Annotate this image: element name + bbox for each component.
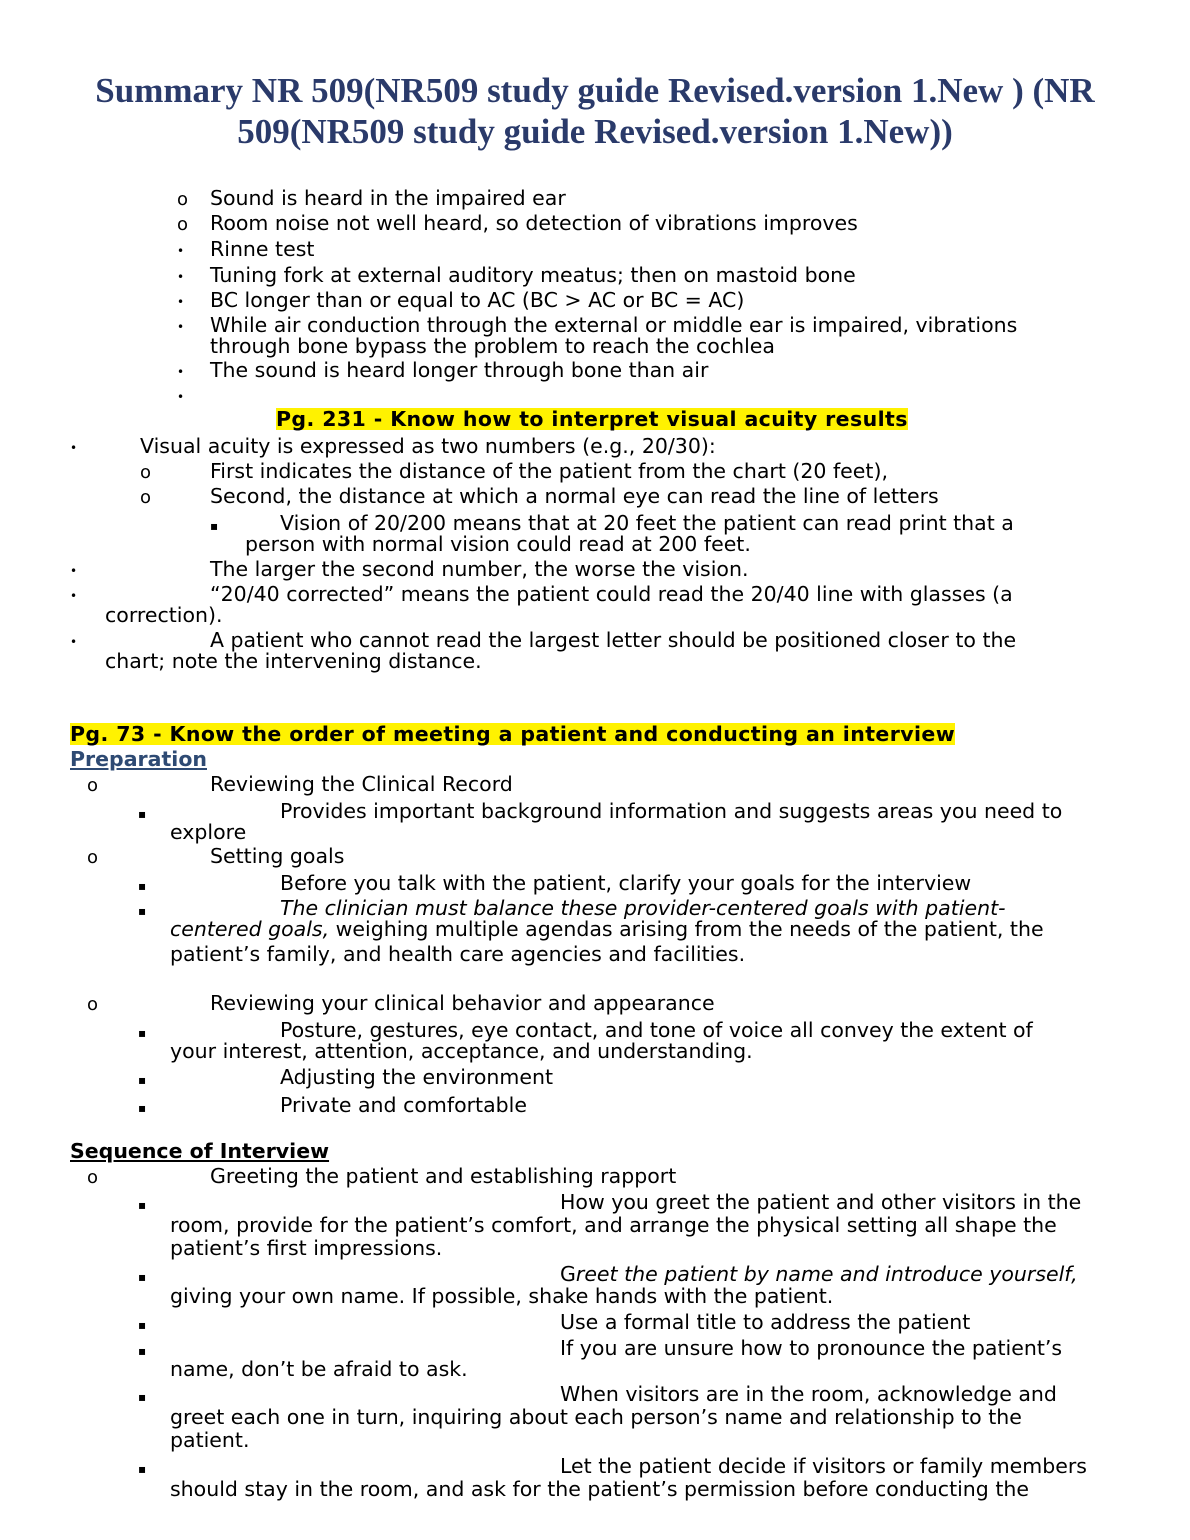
greet-by-name [560,1263,1078,1285]
balance-goals-rest: weighing multiple agendas arising from the needs of the patient, the [329,917,1044,941]
interview-heading: Pg. 73 - Know the order of meeting a patient and conducting an interview [70,722,956,746]
document-title [40,70,1150,152]
square-bullet: ▪ [210,519,219,533]
visual-acuity-corrected-continuation: correction). [105,603,223,627]
square-bullet: ▪ [138,807,147,821]
square-bullet: ▪ [138,1390,147,1404]
dot-bullet: • [177,390,185,404]
dot-bullet: • [177,270,185,284]
list-item: Room noise not well heard, so detection of vibrations improves [210,211,858,235]
patient-decide-continuation: should stay in the room, and ask for the patient’s permission before conducting the [170,1477,1029,1501]
dot-bullet: • [70,589,78,603]
review-record-detail: Provides important background information and suggests areas you need to [280,799,1063,823]
visual-acuity-example-continuation: person with normal vision could read at 200 feet. [245,532,751,556]
visual-acuity-cannot-read-continuation: chart; note the intervening distance. [105,649,482,673]
balance-goals: The clinician must balance these provider-centered goals with patient- [280,896,1006,920]
visual-acuity-first: First indicates the distance of the patient from the chart (20 feet), [210,459,888,483]
visual-acuity-larger: The larger the second number, the worse the vision. [210,557,749,581]
formal-title: Use a formal title to address the patient [560,1310,971,1334]
patient-decide: Let the patient decide if visitors or family members [560,1454,1087,1478]
greet-by-name-initial: G [560,1262,576,1286]
document-title-line-2: 509(NR509 study guide Revised.version 1.New)) [237,112,953,151]
review-behavior: Reviewing your clinical behavior and appearance [210,991,715,1015]
setting-goals: Setting goals [210,844,345,868]
visitors-greet-continuation-2: patient. [170,1428,250,1452]
list-item: Rinne test [210,237,315,261]
circle-bullet: o [87,1167,99,1188]
dot-bullet: • [70,635,78,649]
balance-goals-italic: centered goals, [170,917,330,941]
visual-acuity-example: Vision of 20/200 means that at 20 feet the patient can read print that a [280,511,1014,535]
square-bullet: ▪ [138,1198,147,1212]
how-greet: How you greet the patient and other visitors in the [560,1190,1082,1214]
balance-goals-continuation-2: patient’s family, and health care agencies and facilities. [170,942,746,966]
list-item-continuation: through bone bypass the problem to reach the cochlea [210,334,775,358]
square-bullet: ▪ [138,1318,147,1332]
clarify-goals: Before you talk with the patient, clarify your goals for the interview [280,871,972,895]
document-title-line-1: Summary NR 509(NR509 study guide Revised.version 1.New ) (NR [95,71,1095,110]
circle-bullet: o [140,487,152,508]
visual-acuity-second: Second, the distance at which a normal eye can read the line of letters [210,484,939,508]
greet-by-name-continuation: giving your own name. If possible, shake hands with the patient. [170,1284,834,1308]
dot-bullet: • [177,320,185,334]
unsure-pronounce-continuation: name, don’t be afraid to ask. [170,1357,468,1381]
square-bullet: ▪ [138,879,147,893]
how-greet-continuation-2: patient’s first impressions. [170,1236,443,1260]
dot-bullet: • [70,564,78,578]
private-comfortable: Private and comfortable [280,1093,527,1117]
visitors-greet-continuation: greet each one in turn, inquiring about each person’s name and relationship to the [170,1405,1022,1429]
dot-bullet: • [177,244,185,258]
visual-acuity-cannot-read: A patient who cannot read the largest letter should be positioned closer to the [210,628,1017,652]
greeting-rapport: Greeting the patient and establishing rapport [210,1164,677,1188]
sequence-heading: Sequence of Interview [70,1139,330,1163]
circle-bullet: o [87,775,99,796]
visual-acuity-intro: Visual acuity is expressed as two numbers (e.g., 20/30): [140,434,716,458]
posture-continuation: your interest, attention, acceptance, and understanding. [170,1039,753,1063]
unsure-pronounce: If you are unsure how to pronounce the patient’s [560,1336,1063,1360]
square-bullet: ▪ [138,1026,147,1040]
preparation-heading: Preparation [70,747,207,771]
dot-bullet: • [70,441,78,455]
circle-bullet: o [177,214,189,235]
circle-bullet: o [177,189,189,210]
square-bullet: ▪ [138,904,147,918]
square-bullet: ▪ [138,1270,147,1284]
circle-bullet: o [87,994,99,1015]
review-record: Reviewing the Clinical Record [210,772,513,796]
square-bullet: ▪ [138,1073,147,1087]
circle-bullet: o [140,462,152,483]
visitors-greet: When visitors are in the room, acknowledge and [560,1382,1057,1406]
list-item: The sound is heard longer through bone than air [210,358,709,382]
list-item: While air conduction through the external or middle ear is impaired, vibrations [210,313,1018,337]
posture: Posture, gestures, eye contact, and tone of voice all convey the extent of [280,1018,1033,1042]
how-greet-continuation: room, provide for the patient’s comfort, and arrange the physical setting all shape the [170,1213,1057,1237]
list-item: Sound is heard in the impaired ear [210,186,566,210]
greet-by-name-italic: reet the patient by name and introduce yourself, [575,1262,1078,1286]
list-item: BC longer than or equal to AC (BC > AC or BC = AC) [210,288,745,312]
review-record-detail-continuation: explore [170,820,247,844]
circle-bullet: o [87,847,99,868]
square-bullet: ▪ [138,1101,147,1115]
visual-acuity-heading: Pg. 231 - Know how to interpret visual acuity results [276,407,908,431]
adjust-environment: Adjusting the environment [280,1065,554,1089]
dot-bullet: • [177,295,185,309]
balance-goals-continuation [170,918,1044,940]
list-item: Tuning fork at external auditory meatus; then on mastoid bone [210,263,856,287]
dot-bullet: • [177,365,185,379]
square-bullet: ▪ [138,1344,147,1358]
square-bullet: ▪ [138,1462,147,1476]
visual-acuity-corrected: “20/40 corrected” means the patient could read the 20/40 line with glasses (a [210,582,1013,606]
